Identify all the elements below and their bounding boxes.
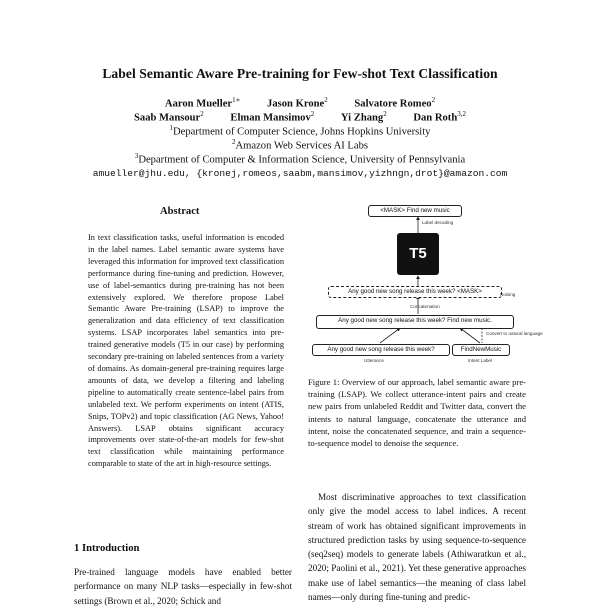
arrow-concat-left [380,328,400,343]
author: Jason Krone$^2$ [267,96,328,110]
author-emails: amueller@jhu.edu, {kronej,romeos,saabm,mansimov,yizhngn,drot}@amazon.com [92,168,508,179]
author: Salvatore Romeo$^2$ [354,96,436,110]
section-heading-introduction: 1 Introduction [74,543,140,554]
concatenation-label: Concatenation [410,304,440,309]
t5-model-block: T5 [397,233,439,275]
concat-box: Any good new song release this week? Find new music. [316,315,514,329]
noised-box: Any good new song release this week? <MASK> [328,286,502,298]
intro-text: Pre-trained language models have enabled better performance on many NLP tasks—especially in few-shot settings (Brown et al., 2020; Schick and [74,567,292,606]
author: Aaron Mueller$^{1∗}$ [164,96,241,110]
author-row-1 [0,96,600,110]
affiliation-2: $^2$Amazon Web Services AI Labs [231,138,368,152]
noising-label: Noising [500,292,516,297]
label-decoding-note: Label decoding [422,220,454,225]
author: Saab Mansour$^2$ [134,110,204,124]
utterance-caption: Utterance [364,358,384,363]
intent-box: FindNewMusic [452,344,510,356]
right-column-paragraph: Most discriminative approaches to text classification only give the model access to label indices. A recent stream of work has obtained significant improvements in structured prediction tasks by using sequence-to-sequence (seq2seq) models to generate labels (Athiwaratkun et al., 2020; Paolini et al., 2021). Yet these generative approaches make use of label semantics—the meaning of class label names—only during fine-tuning and predic- [308,492,526,603]
utterance-box: Any good new song release this week? [312,344,450,356]
intent-caption: Intent Label [468,358,493,363]
convert-label: Convert to natural language [486,331,543,336]
paper-title: Label Semantic Aware Pre-training for Few-shot Text Classification [102,66,498,81]
abstract-text: In text classification tasks, useful information is encoded in the label names. Label semantic aware systems have leveraged this information for improved text classification performance during fine-tuning and prediction. However, use of label-semantics during pre-training has not been extensively explored. We therefore propose Label Semantic Aware Pre-training (LSAP) to improve the generalization and data efficiency of text classification systems. LSAP incorporates label semantics into pre-trained generative models (T5 in our case) by performing secondary pre-training on labeled sentences from a variety of domains. As domain-general pre-training requires large amounts of data, we develop a filtering and labeling pipeline to automatically create sentence-label pairs from unlabeled text. We perform experiments on intent (ATIS, Snips, TOPv2) and topic classification (AG News, Yahoo! Answers). LSAP obtains significant accuracy improvements over state-of-the-art models for few-shot text classification while maintaining performance comparable to state of the art in high-resource settings. [88,233,284,469]
author: Elman Mansimov$^2$ [230,110,315,124]
author-row-2 [0,110,600,124]
abstract-heading: Abstract [160,206,200,217]
affiliation-3: $^3$Department of Computer & Information Science, University of Pennsylvania [134,152,466,166]
figure-1-caption: Figure 1: Overview of our approach, label semantic aware pre-training (LSAP). We collect utterance-intent pairs and create new pairs from unlabeled Reddit and Twitter data, convert the intents to natural language, concatenate the utterance and intent, noise the concatenated sequence, and train a sequence-to-sequence model to denoise the sequence. [308,377,526,449]
affiliation-1: $^1$Department of Computer Science, Johns Hopkins University [169,124,431,138]
author: Dan Roth$^{3,2}$ [413,110,466,124]
figure-1 [310,200,543,370]
author: Yi Zhang$^2$ [340,110,387,124]
output-box: <MASK> Find new music [368,205,462,217]
arrow-concat-right [460,328,480,343]
